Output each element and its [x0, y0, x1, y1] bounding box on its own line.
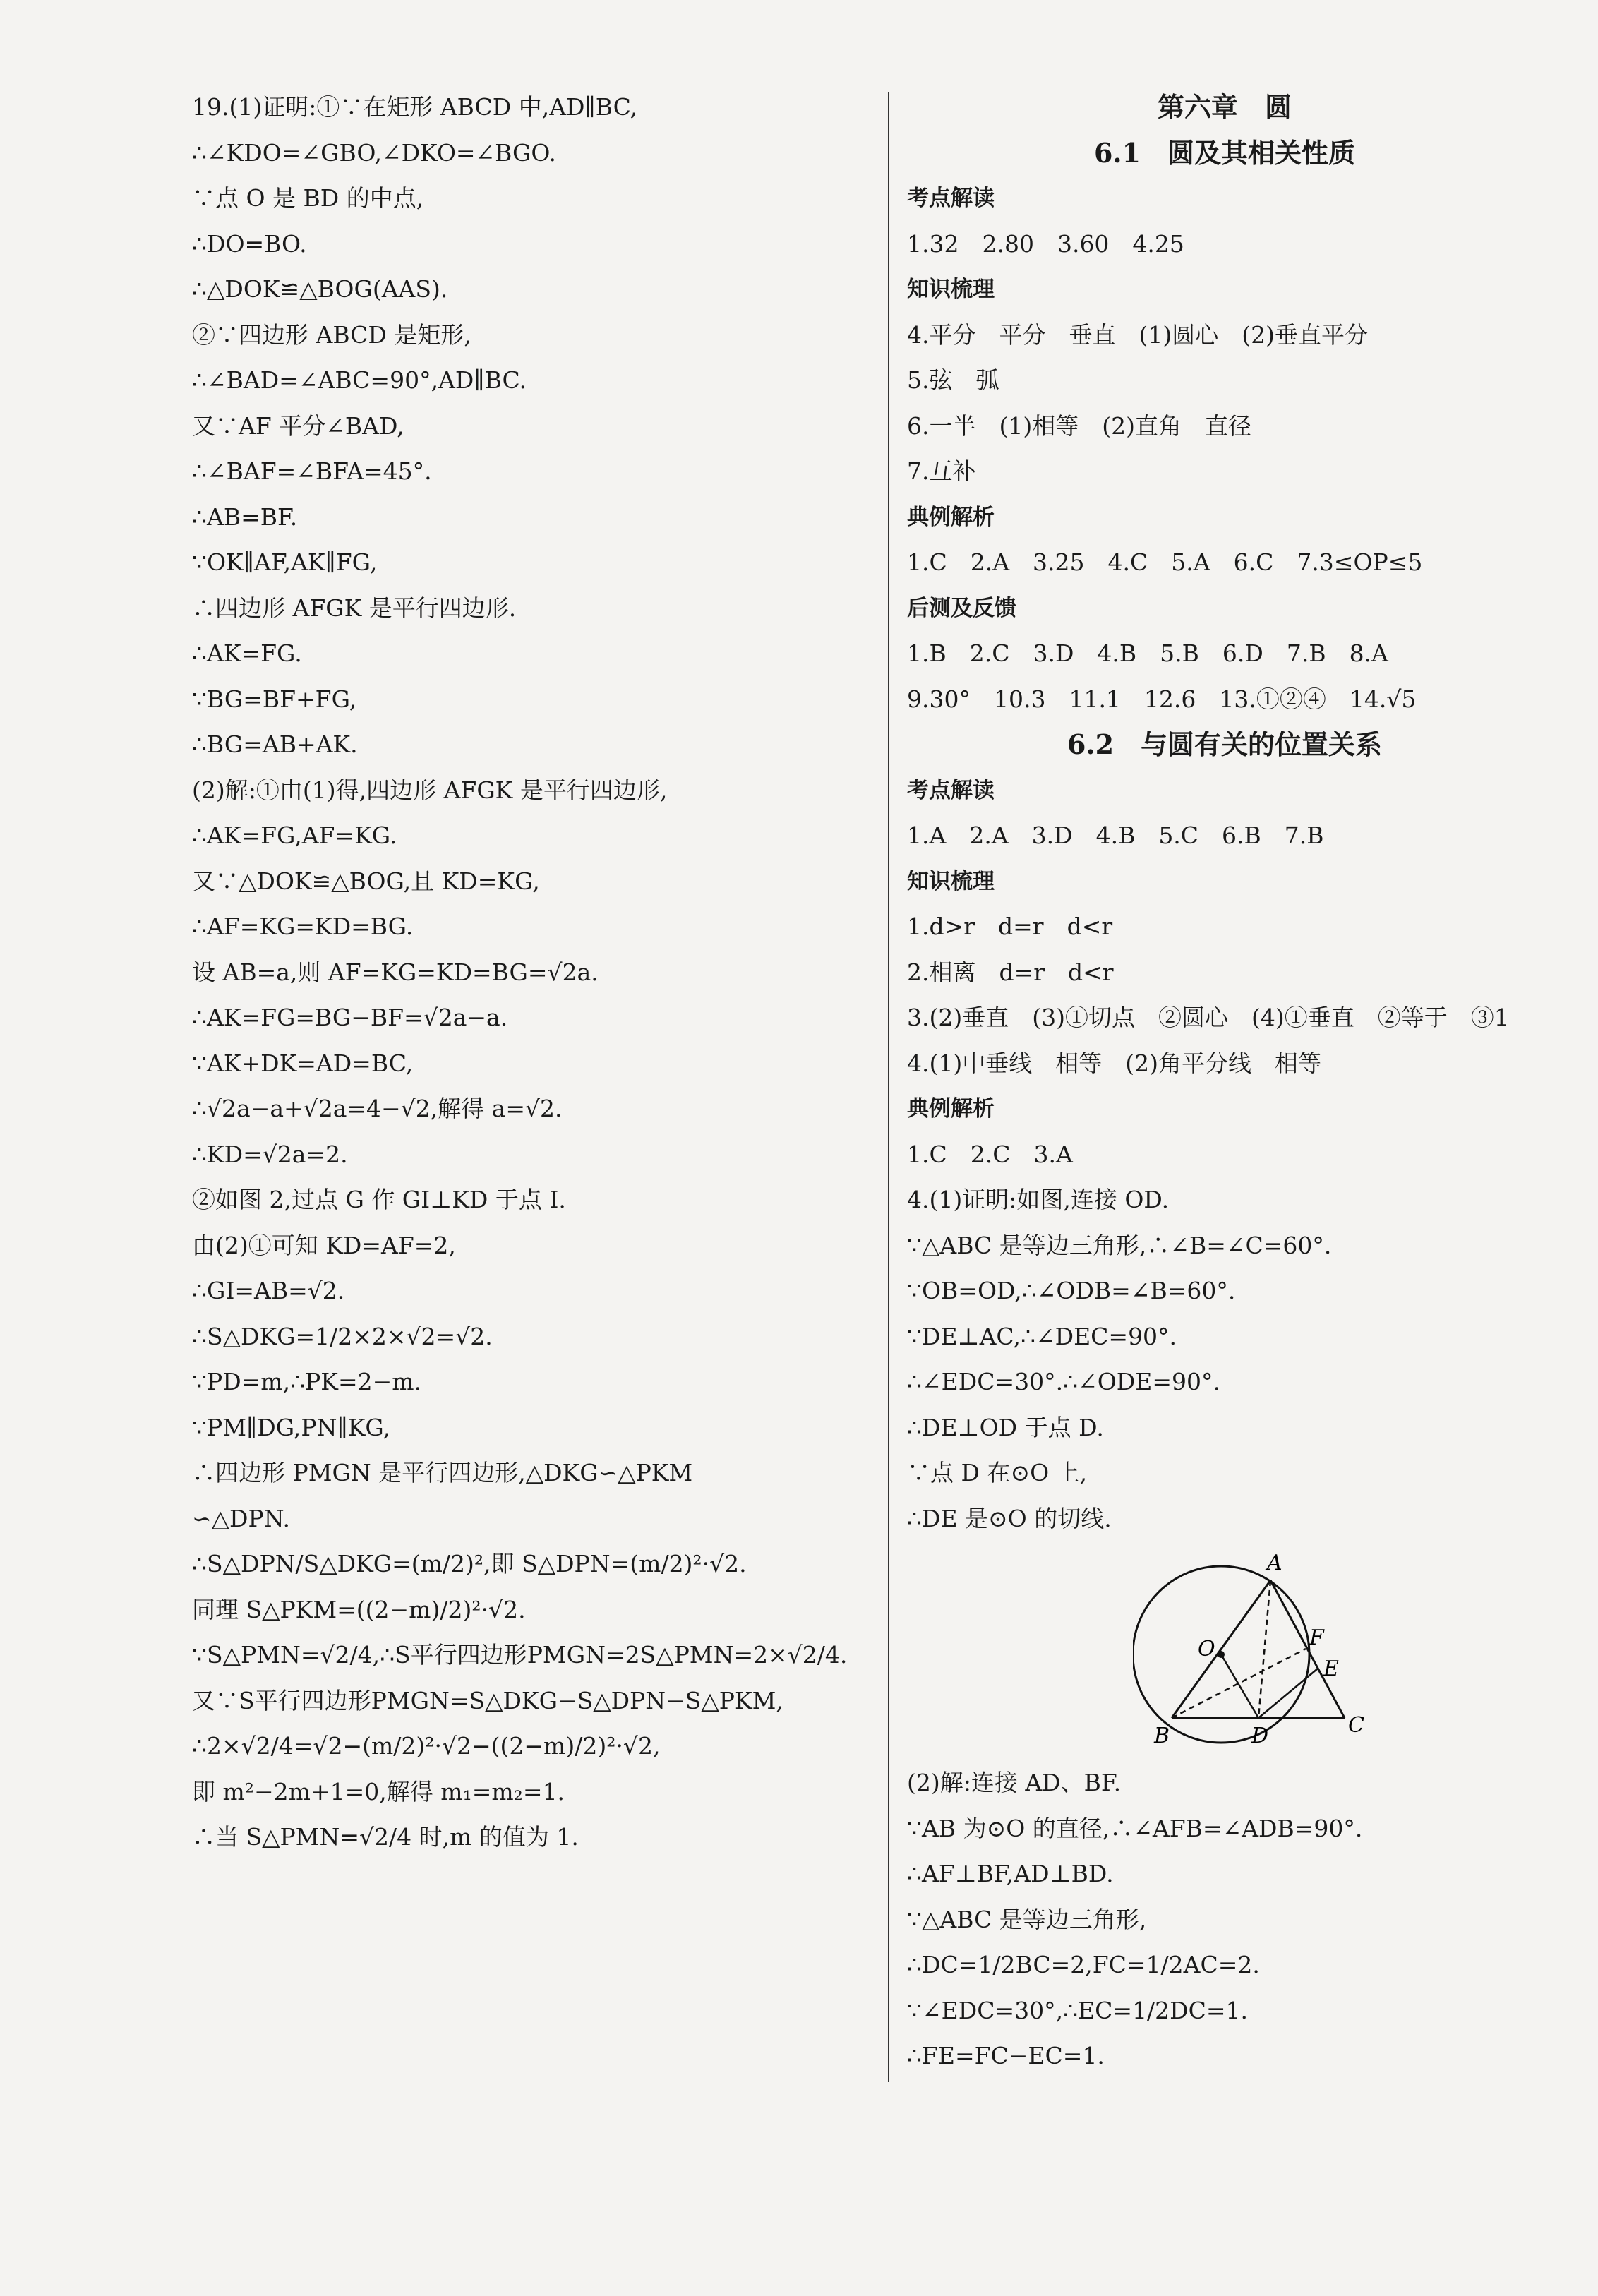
- column-divider: [888, 92, 889, 2082]
- solution-line: ②∵四边形 ABCD 是矩形,: [192, 320, 471, 349]
- solution-line: ∴KD=√2a=2.: [192, 1140, 348, 1168]
- solution-line: ∴∠KDO=∠GBO,∠DKO=∠BGO.: [192, 138, 557, 167]
- proof-part-1: [907, 1177, 1542, 1541]
- geometry-figure: [907, 1541, 1542, 1760]
- proof-line: ∵OB=OD,∴∠ODB=∠B=60°.: [907, 1277, 1236, 1304]
- side-ab: [1172, 1580, 1270, 1718]
- solution-line: ∴S△DPN/S△DKG=(m/2)²,即 S△DPN=(m/2)²·√2.: [192, 1550, 747, 1577]
- section-6-2-title: 6.2 与圆有关的位置关系: [1067, 728, 1383, 760]
- s1-zhishi-line: 4.平分 平分 垂直 (1)圆心 (2)垂直平分: [907, 320, 1368, 349]
- s1-houce-heading: 后测及反馈: [907, 595, 1016, 621]
- center-point: [1218, 1651, 1225, 1658]
- s1-dianli-answers: 1.C 2.A 3.25 4.C 5.A 6.C 7.3≤OP≤5: [907, 548, 1423, 576]
- s2-dianli-heading: 典例解析: [907, 1096, 995, 1122]
- solution-line: ∴当 S△PMN=√2/4 时,m 的值为 1.: [192, 1823, 579, 1851]
- proof-line: ∵AB 为⊙O 的直径,∴∠AFB=∠ADB=90°.: [907, 1814, 1363, 1842]
- solution-line: ∴BG=AB+AK.: [192, 731, 358, 758]
- section-6-1-title: 6.1 圆及其相关性质: [1093, 136, 1356, 169]
- solution-line: ∴∠BAF=∠BFA=45°.: [192, 457, 432, 485]
- s1-zhishi-line: 6.一半 (1)相等 (2)直角 直径: [907, 411, 1251, 440]
- s1-kaodian-answers: 1.32 2.80 3.60 4.25: [907, 229, 1184, 258]
- solution-line: ∴AK=FG.: [192, 639, 302, 667]
- s2-zhishi-line: 2.相离 d=r d<r: [907, 958, 1114, 986]
- solution-line: 又∵△DOK≌△BOG,且 KD=KG,: [192, 867, 540, 895]
- s1-zhishi-line: 5.弦 弧: [907, 366, 999, 394]
- proof-line: ∴DC=1/2BC=2,FC=1/2AC=2.: [907, 1951, 1260, 1978]
- solution-line: ∴S△DKG=1/2×2×√2=√2.: [192, 1322, 493, 1350]
- solution-line: 又∵AF 平分∠BAD,: [192, 411, 404, 440]
- label-d: D: [1251, 1724, 1269, 1748]
- solution-line: ∴DO=BO.: [192, 229, 307, 258]
- s2-zhishi-heading: 知识梳理: [907, 868, 995, 894]
- side-ac: [1270, 1580, 1345, 1718]
- solution-line: 又∵S平行四边形PMGN=S△DKG−S△DPN−S△PKM,: [192, 1686, 783, 1714]
- proof-line: ∴FE=FC−EC=1.: [907, 2042, 1105, 2069]
- segment-ad: [1258, 1580, 1270, 1718]
- proof-line: ∵△ABC 是等边三角形,∴∠B=∠C=60°.: [907, 1231, 1332, 1259]
- circle-triangle-diagram: [1133, 1541, 1387, 1753]
- solution-line: ∴GI=AB=√2.: [192, 1277, 345, 1304]
- solution-line: ∴2×√2/4=√2−(m/2)²·√2−((2−m)/2)²·√2,: [192, 1732, 661, 1760]
- label-f: F: [1309, 1625, 1324, 1650]
- proof-line: ∴DE⊥OD 于点 D.: [907, 1413, 1104, 1441]
- solution-line: ∴AF=KG=KD=BG.: [192, 913, 414, 940]
- solution-line: (2)解:①由(1)得,四边形 AFGK 是平行四边形,: [192, 776, 668, 804]
- proof-line: ∵DE⊥AC,∴∠DEC=90°.: [907, 1322, 1177, 1350]
- proof-line: ∵△ABC 是等边三角形,: [907, 1905, 1147, 1933]
- solution-line: ∴AB=BF.: [192, 503, 298, 531]
- solution-line: ∵OK∥AF,AK∥FG,: [192, 548, 378, 576]
- solution-line: ∴四边形 AFGK 是平行四边形.: [192, 594, 517, 622]
- s2-kaodian-answers: 1.A 2.A 3.D 4.B 5.C 6.B 7.B: [907, 822, 1324, 849]
- proof-line: ∵∠EDC=30°,∴EC=1/2DC=1.: [907, 1996, 1249, 2024]
- solution-line: ∵点 O 是 BD 的中点,: [192, 184, 424, 212]
- solution-line: ∴AK=FG=BG−BF=√2a−a.: [192, 1004, 508, 1031]
- s2-dianli-answers: 1.C 2.C 3.A: [907, 1140, 1073, 1168]
- s2-zhishi-line: 1.d>r d=r d<r: [907, 913, 1113, 940]
- s1-houce-line: 9.30° 10.3 11.1 12.6 13.①②④ 14.√5: [907, 685, 1417, 713]
- solution-line: ∵AK+DK=AD=BC,: [192, 1049, 414, 1077]
- solution-line: ∴∠BAD=∠ABC=90°,AD∥BC.: [192, 366, 527, 394]
- label-a: A: [1267, 1551, 1282, 1575]
- solution-line: 同理 S△PKM=((2−m)/2)²·√2.: [192, 1595, 526, 1623]
- right-column: [907, 85, 1542, 2079]
- proof-line: ∵点 D 在⊙O 上,: [907, 1459, 1088, 1486]
- solution-line: ∵PM∥DG,PN∥KG,: [192, 1413, 391, 1441]
- label-b: B: [1154, 1724, 1170, 1748]
- left-column: [192, 85, 870, 1861]
- proof-line: ∴AF⊥BF,AD⊥BD.: [907, 1860, 1114, 1887]
- solution-line: ∵S△PMN=√2/4,∴S平行四边形PMGN=2S△PMN=2×√2/4.: [192, 1641, 848, 1669]
- label-o: O: [1198, 1637, 1215, 1661]
- s1-houce-line: 1.B 2.C 3.D 4.B 5.B 6.D 7.B 8.A: [907, 639, 1388, 667]
- label-e: E: [1323, 1657, 1339, 1681]
- s1-zhishi-line: 7.互补: [907, 457, 976, 485]
- solution-line: ∴AK=FG,AF=KG.: [192, 822, 397, 849]
- s1-zhishi-heading: 知识梳理: [907, 277, 995, 302]
- solution-line: ∵BG=BF+FG,: [192, 685, 357, 713]
- segment-od: [1221, 1654, 1258, 1718]
- solution-line: ∴√2a−a+√2a=4−√2,解得 a=√2.: [192, 1095, 563, 1122]
- solution-line: ②如图 2,过点 G 作 GI⊥KD 于点 I.: [192, 1186, 566, 1213]
- s1-dianli-heading: 典例解析: [907, 504, 995, 530]
- solution-line: ∴△DOK≌△BOG(AAS).: [192, 275, 448, 303]
- s2-zhishi-line: 3.(2)垂直 (3)①切点 ②圆心 (4)①垂直 ②等于 ③1: [907, 1004, 1509, 1031]
- solution-line: 即 m²−2m+1=0,解得 m₁=m₂=1.: [192, 1777, 565, 1805]
- chapter-title: 第六章 圆: [1157, 91, 1292, 123]
- s2-zhishi-line: 4.(1)中垂线 相等 (2)角平分线 相等: [907, 1049, 1321, 1077]
- s2-kaodian-heading: 考点解读: [907, 777, 995, 803]
- label-c: C: [1348, 1713, 1364, 1738]
- s1-kaodian-heading: 考点解读: [907, 186, 995, 211]
- solution-line: 由(2)①可知 KD=AF=2,: [192, 1231, 456, 1259]
- solution-line: 19.(1)证明:①∵在矩形 ABCD 中,AD∥BC,: [192, 93, 638, 121]
- solution-line: ∽△DPN.: [192, 1504, 290, 1532]
- proof-line: ∴∠EDC=30°.∴∠ODE=90°.: [907, 1368, 1220, 1395]
- solution-line: ∵PD=m,∴PK=2−m.: [192, 1368, 422, 1395]
- proof-line: 4.(1)证明:如图,连接 OD.: [907, 1186, 1170, 1213]
- solution-line: ∴四边形 PMGN 是平行四边形,△DKG∽△PKM: [192, 1459, 693, 1486]
- proof-line: ∴DE 是⊙O 的切线.: [907, 1504, 1112, 1532]
- solution-line: 设 AB=a,则 AF=KG=KD=BG=√2a.: [192, 958, 599, 986]
- proof-part-2: [907, 1760, 1542, 2079]
- proof-line: (2)解:连接 AD、BF.: [907, 1769, 1122, 1796]
